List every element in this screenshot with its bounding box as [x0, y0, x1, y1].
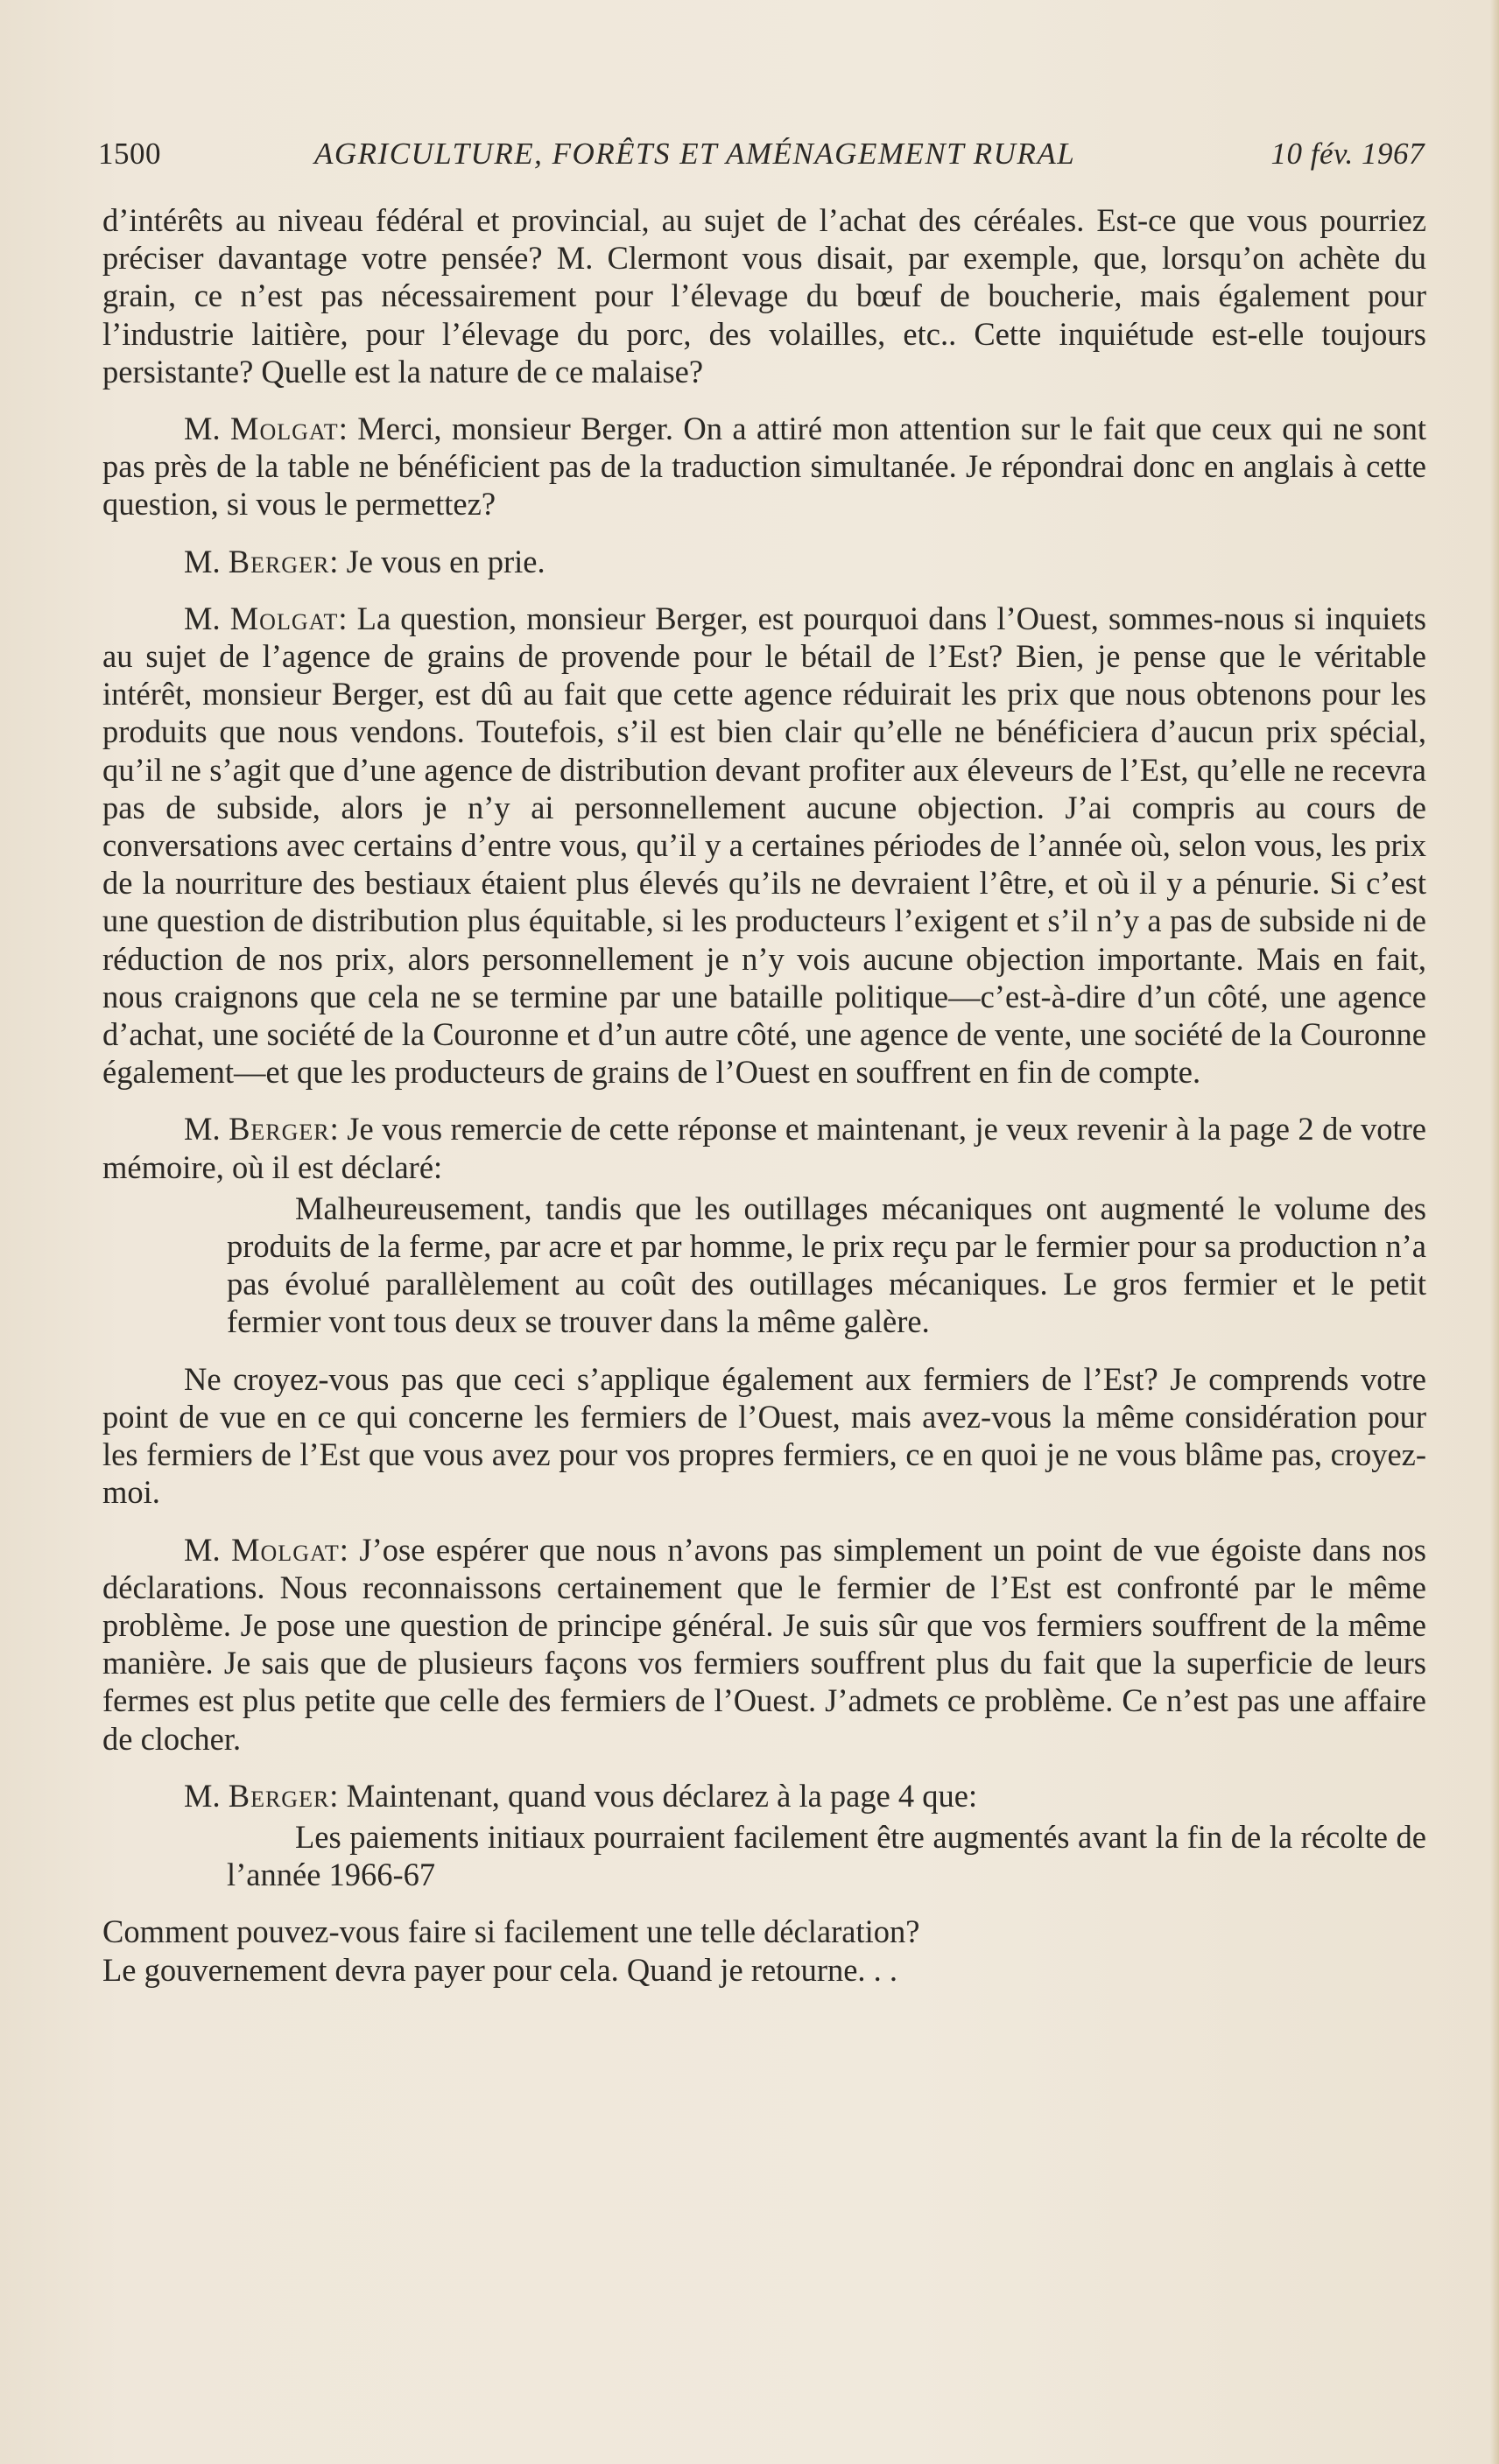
header-date: 10 fév. 1967 [1270, 137, 1425, 171]
paragraph-text: : Merci, monsieur Berger. On a attiré mon attention sur le fait que ceux qui ne sont pas près de la table ne bénéficient pas de la traduction simultanée. Je répondrai donc en anglais à cette question, si vous le permettez? [102, 411, 1426, 523]
paragraph-berger-3 [102, 1777, 1426, 1815]
speaker-prefix: M. [184, 1531, 232, 1568]
speaker-prefix: M. [184, 600, 230, 636]
paragraph-question: Ne croyez-vous pas que ceci s’applique également aux fermiers de l’Est? Je comprends votre point de vue en ce qui concerne les fermiers de l’Ouest, mais avez-vous la même considération pour les fermiers de l’Est que vous avez pour vos propres fermiers, ce en quoi je ne vous blâme pas, croyez-moi. [102, 1360, 1426, 1511]
speaker-name: Molgat [230, 411, 339, 447]
paragraph-berger-1 [102, 543, 1426, 580]
speaker-prefix: M. [184, 543, 229, 579]
paragraph-text: : Maintenant, quand vous déclarez à la page 4 que: [329, 1777, 978, 1814]
speaker-name: Berger [228, 543, 330, 579]
block-quote-2: Les paiements initiaux pourraient facilement être augmentés avant la fin de la récolte de l’année 1966-67 [227, 1818, 1426, 1893]
paragraph-molgat-1 [102, 410, 1426, 523]
final-line-1: Comment pouvez-vous faire si facilement une telle déclaration? [102, 1913, 920, 1950]
speaker-prefix: M. [184, 411, 231, 447]
block-quote-1: Malheureusement, tandis que les outillages mécaniques ont augmenté le volume des produits de la ferme, par acre et par homme, le prix reçu par le fermier pour sa production n’a pas évolué parallèlement au coût des outillages mécaniques. Le gros fermier et le petit fermier vont tous deux se trouver dans la même galère. [227, 1190, 1426, 1340]
running-header [98, 131, 1425, 177]
paragraph-continued: d’intérêts au niveau fédéral et provincial, au sujet de l’achat des céréales. Est-ce que vous pourriez préciser davantage votre pensée? M. Clermont vous disait, par exemple, que, lorsqu’on achète du grain, ce n’est pas nécessairement pour l’élevage du bœuf de boucherie, mais également pour l’industrie laitière, pour l’élevage du porc, des volailles, etc.. Cette inquiétude est-elle toujours persistante? Quelle est la nature de ce malaise? [102, 202, 1426, 390]
paragraph-text: : J’ose espérer que nous n’avons pas simplement un point de vue égoiste dans nos déclarations. Nous reconnaissons certainement que le fermier de l’Est est confronté par le même problème. Je pose une question de principe général. Je suis sûr que vos fermiers souffrent de la même manière. Je sais que de plusieurs façons vos fermiers souffrent plus du fait que la superficie de leurs fermes est plus petite que celle des fermiers de l’Ouest. J’admets ce problème. Ce n’est pas une affaire de clocher. [102, 1531, 1426, 1757]
paragraph-final [102, 1913, 1426, 1988]
page-number: 1500 [98, 137, 161, 171]
paragraph-berger-2 [102, 1110, 1426, 1185]
paragraph-molgat-2 [102, 600, 1426, 1092]
speaker-name: Berger [228, 1777, 330, 1814]
speaker-prefix: M. [184, 1111, 229, 1148]
paragraph-molgat-3 [102, 1531, 1426, 1758]
speaker-prefix: M. [184, 1777, 229, 1814]
speaker-name: Molgat [231, 1531, 340, 1568]
paragraph-text: : Je vous en prie. [329, 543, 545, 579]
final-line-2: Le gouvernement devra payer pour cela. Quand je retourne. . . [102, 1951, 898, 1988]
header-title: AGRICULTURE, FORÊTS ET AMÉNAGEMENT RURAL [314, 137, 1076, 171]
body-text [102, 201, 1426, 2008]
paragraph-text: : La question, monsieur Berger, est pourquoi dans l’Ouest, sommes-nous si inquiets au sujet de l’agence de grains de provende pour le bétail de l’Est? Bien, je pense que le véritable intérêt, monsieur Berger, est dû au fait que cette agence réduirait les prix que nous obtenons pour les produits que nous vendons. Toutefois, s’il est bien clair qu’elle ne bénéficiera d’aucun prix spécial, qu’il ne s’agit que d’une agence de distribution devant profiter aux éleveurs de l’Est, qu’elle ne recevra pas de subside, alors je n’y ai personnellement aucune objection. J’ai compris au cours de conversations avec certains d’entre vous, qu’il y a certaines périodes de l’année où, selon vous, les prix de la nourriture des bestiaux étaient plus élevés qu’ils ne devraient l’être, et où il y a pénurie. Si c’est une question de distribution plus équitable, si les producteurs l’exigent et s’il n’y a pas de subside ni de réduction de nos prix, alors personnellement je n’y vois aucune objection importante. Mais en fait, nous craignons que cela ne se termine par une bataille politique—c’est-à-dire d’un côté, une agence d’achat, une société de la Couronne et d’un autre côté, une agence de vente, une société de la Couronne également—et que les producteurs de grains de l’Ouest en souffrent en fin de compte. [102, 600, 1426, 1091]
paragraph-text: : Je vous remercie de cette réponse et maintenant, je veux revenir à la page 2 de votre mémoire, où il est déclaré: [102, 1111, 1426, 1185]
page-edge-shadow [1490, 0, 1499, 2464]
speaker-name: Berger [229, 1111, 330, 1148]
speaker-name: Molgat [229, 600, 339, 636]
